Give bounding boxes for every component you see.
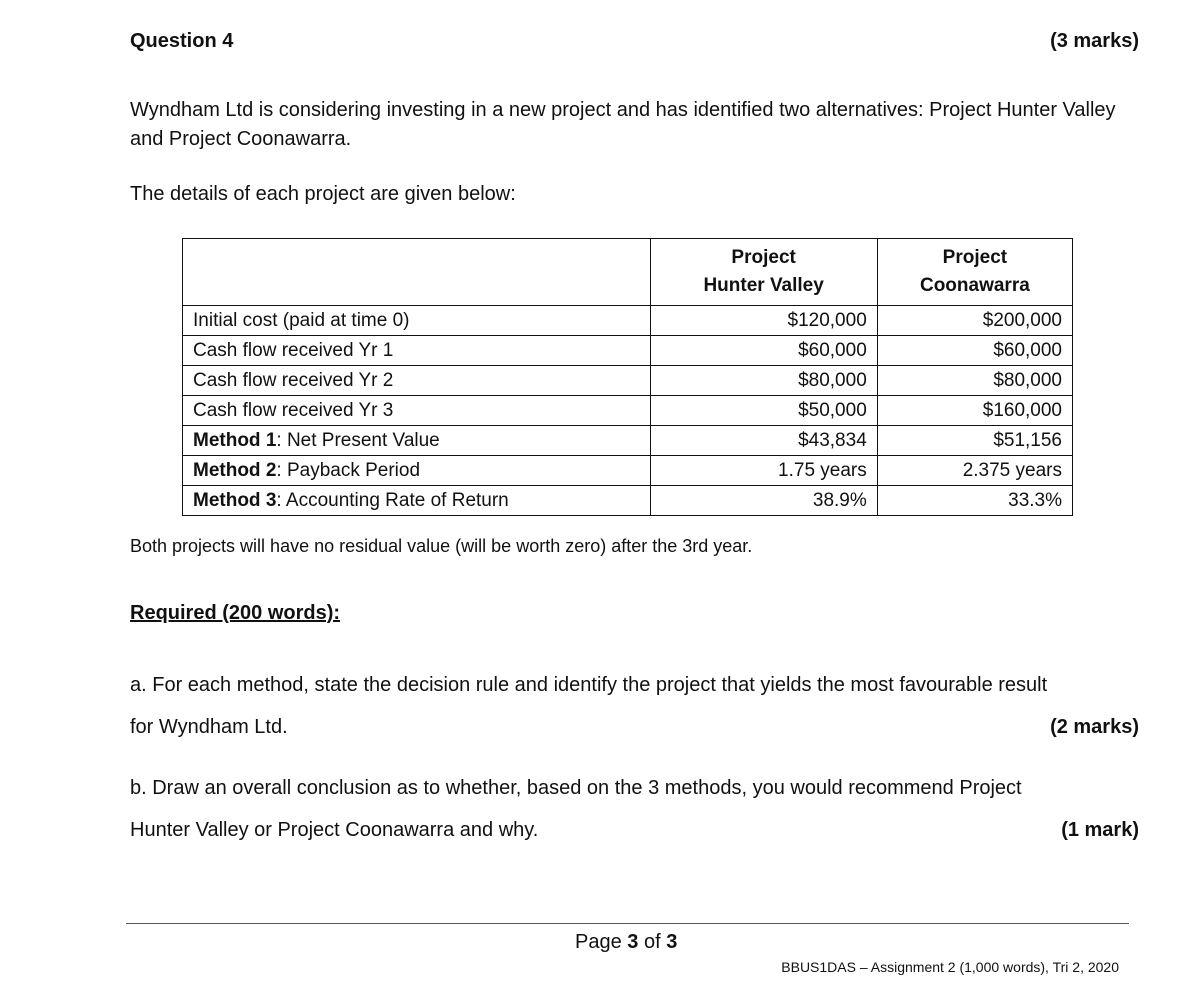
header-coonawarra <box>877 239 1072 306</box>
row-label-bold: Method 3 <box>193 490 277 511</box>
cell-coonawarra: 2.375 years <box>877 456 1072 486</box>
row-label <box>183 336 651 366</box>
question-marks: (3 marks) <box>1050 30 1139 52</box>
residual-note: Both projects will have no residual value (will be worth zero) after the 3rd year. <box>130 536 753 556</box>
part-a-marks: (2 marks) <box>1050 716 1139 738</box>
table-row <box>183 456 1073 486</box>
cell-hunter: 1.75 years <box>650 456 877 486</box>
part-a-line1: a. For each method, state the decision rule and identify the project that yields the most favourable result <box>130 674 1048 696</box>
page-total: 3 <box>666 931 678 953</box>
header-hunter-line2: Hunter Valley <box>703 275 824 296</box>
part-b-line1: b. Draw an overall conclusion as to whether, based on the 3 methods, you would recommend Project <box>130 777 1022 799</box>
row-label <box>183 456 651 486</box>
header-hunter-valley <box>650 239 877 306</box>
header-coonawarra-line2: Coonawarra <box>919 275 1030 296</box>
header-hunter-line1: Project <box>731 247 796 268</box>
cell-hunter: $120,000 <box>650 306 877 336</box>
intro-paragraph: Wyndham Ltd is considering investing in a new project and has identified two alternatives: Project Hunter Valley and Project Coonawarra. <box>130 99 1116 150</box>
cell-coonawarra: $60,000 <box>877 336 1072 366</box>
row-label-text: : Net Present Value <box>276 430 440 451</box>
part-b-marks: (1 mark) <box>1061 819 1139 841</box>
footer-divider <box>126 923 1129 924</box>
page-sep: of <box>638 931 667 953</box>
required-heading: Required (200 words): <box>130 602 341 624</box>
cell-hunter: $80,000 <box>650 366 877 396</box>
row-label <box>183 306 651 336</box>
cell-hunter: 38.9% <box>650 486 877 516</box>
footer-course-code: BBUS1DAS – Assignment 2 (1,000 words), Tri 2, 2020 <box>781 959 1119 975</box>
part-a-line2: for Wyndham Ltd. <box>130 716 288 738</box>
cell-coonawarra: $80,000 <box>877 366 1072 396</box>
row-label <box>183 486 651 516</box>
question-title: Question 4 <box>130 30 234 52</box>
cell-coonawarra: $51,156 <box>877 426 1072 456</box>
cell-hunter: $50,000 <box>650 396 877 426</box>
cell-coonawarra: 33.3% <box>877 486 1072 516</box>
row-label-text: : Accounting Rate of Return <box>276 490 509 511</box>
header-coonawarra-line1: Project <box>942 247 1008 268</box>
row-label-text: Cash flow received Yr 1 <box>193 340 394 361</box>
row-label-text: : Payback Period <box>276 460 421 481</box>
table-row <box>183 336 1073 366</box>
row-label-bold: Method 1 <box>193 430 277 451</box>
table-row <box>183 396 1073 426</box>
cell-coonawarra: $160,000 <box>877 396 1072 426</box>
row-label <box>183 396 651 426</box>
cell-hunter: $43,834 <box>650 426 877 456</box>
row-label-text: Cash flow received Yr 2 <box>193 370 394 391</box>
page-number <box>575 931 677 954</box>
page-current: 3 <box>627 931 639 953</box>
header-blank <box>183 239 651 306</box>
row-label <box>183 426 651 456</box>
page-prefix: Page <box>575 931 628 953</box>
part-b-line2: Hunter Valley or Project Coonawarra and why. <box>130 819 539 841</box>
table-row <box>183 306 1073 336</box>
row-label <box>183 366 651 396</box>
row-label-text: Cash flow received Yr 3 <box>193 400 394 421</box>
row-label-text: Initial cost (paid at time 0) <box>193 310 410 331</box>
cell-hunter: $60,000 <box>650 336 877 366</box>
table-row <box>183 426 1073 456</box>
table-header-row <box>183 239 1073 306</box>
row-label-bold: Method 2 <box>193 460 277 481</box>
details-line: The details of each project are given below: <box>130 183 516 205</box>
table-row <box>183 366 1073 396</box>
table-row <box>183 486 1073 516</box>
project-table <box>182 238 1073 516</box>
cell-coonawarra: $200,000 <box>877 306 1072 336</box>
